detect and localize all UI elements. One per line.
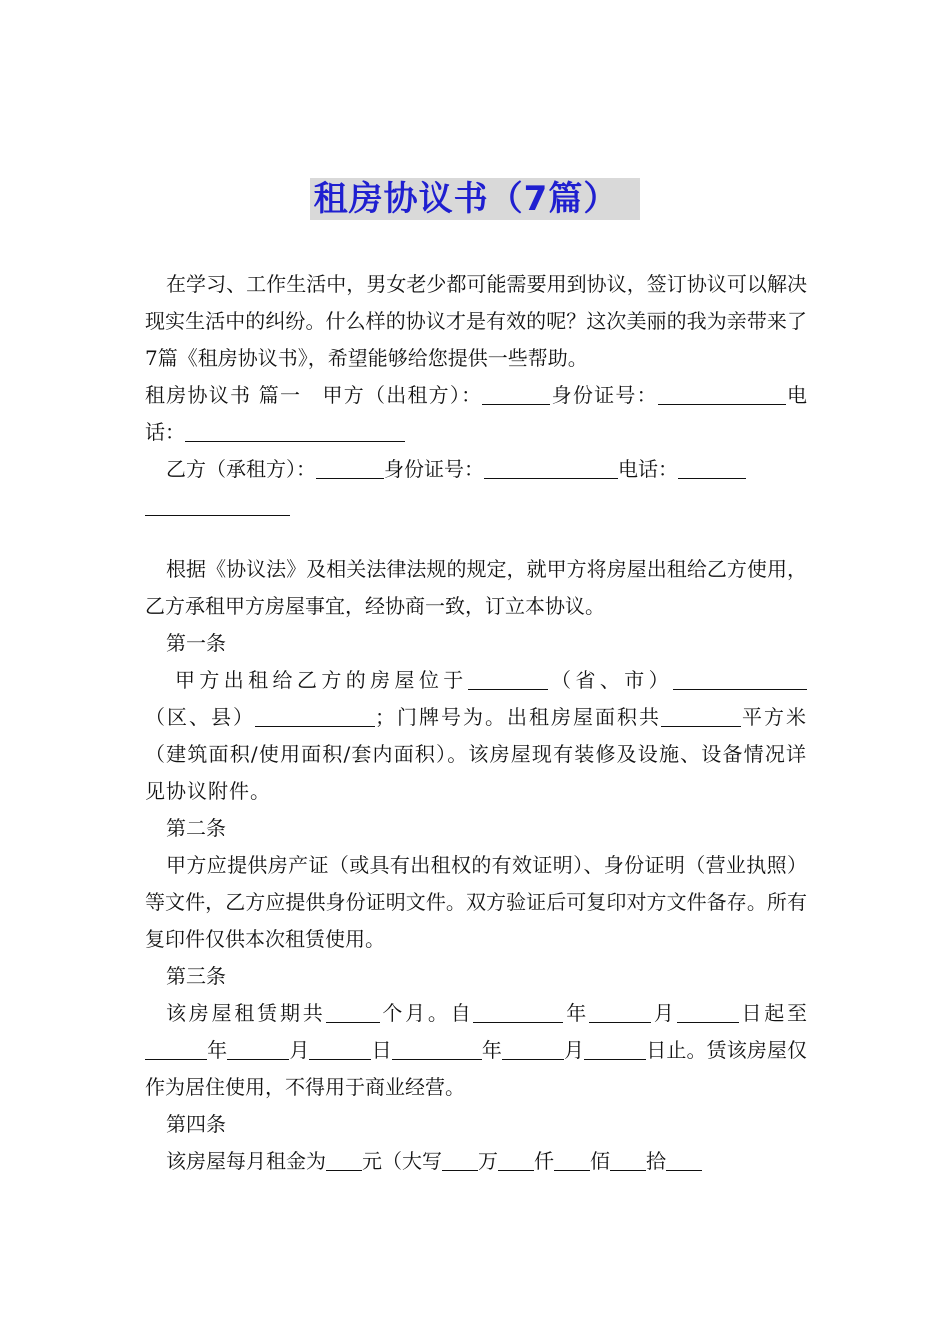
article-1-seg-a: 甲方出租给乙方的房屋位于 [175, 668, 468, 692]
rent-bai-blank[interactable] [554, 1148, 590, 1171]
article-4-seg-a: 该房屋每月租金为 [166, 1149, 326, 1173]
year-label: 年 [563, 1001, 590, 1025]
start-month-blank[interactable] [589, 1000, 651, 1023]
shi-label: 拾 [646, 1149, 666, 1173]
month-label: 月 [651, 1001, 677, 1025]
party-b-id-label: 身份证号： [384, 457, 484, 481]
end-year-blank-2[interactable] [392, 1037, 482, 1060]
title-container [0, 178, 950, 220]
wan-label: 万 [478, 1149, 498, 1173]
part-one-heading: 租房协议书 篇一 [145, 383, 302, 407]
rent-amount-blank[interactable] [326, 1148, 362, 1171]
month-label: 月 [289, 1038, 310, 1062]
intro-paragraph: 在学习、工作生活中，男女老少都可能需要用到协议，签订协议可以解决现实生活中的纠纷。什么样的协议才是有效的呢？这次美丽的我为亲带来了7篇《租房协议书》，希望能够给您提供一些帮助。 [145, 272, 807, 370]
preamble-paragraph: 根据《协议法》及相关法律法规的规定，就甲方将房屋出租给乙方使用，乙方承租甲方房屋事宜，经协商一致，订立本协议。 [145, 557, 807, 618]
party-a-id-blank[interactable] [658, 382, 778, 405]
article-1-seg-c: （区、县） [145, 705, 255, 729]
article-1-seg-b: （省、市） [547, 668, 674, 692]
article-1-seg-e: 平方米（建筑面积/使用面积/套内面积）。该房屋现有装修及设施、设备情况详见协议附件。 [145, 705, 807, 803]
end-day-blank-1[interactable] [309, 1037, 371, 1060]
day-from-label: 日起至 [738, 1001, 808, 1025]
article-3-heading: 第三条 [166, 964, 226, 988]
end-year-blank-1[interactable] [145, 1037, 207, 1060]
article-1-text [145, 662, 807, 810]
yuan-label: 元（大写 [362, 1149, 442, 1173]
bai-label: 佰 [590, 1149, 610, 1173]
district-blank[interactable] [255, 704, 375, 727]
rent-shi-blank[interactable] [610, 1148, 646, 1171]
party-b-name-blank[interactable] [316, 456, 384, 479]
party-a-id-blank-wrap[interactable] [778, 382, 786, 405]
party-a-name-blank[interactable] [482, 382, 550, 405]
article-2-heading: 第二条 [166, 816, 226, 840]
year-label: 年 [481, 1038, 502, 1062]
area-blank[interactable] [661, 704, 741, 727]
rent-qian-blank[interactable] [498, 1148, 534, 1171]
document-body [145, 266, 807, 1180]
party-b-label: 乙方（承租方）： [166, 457, 316, 481]
start-year-blank[interactable] [473, 1000, 563, 1023]
party-a-phone-blank[interactable] [185, 419, 405, 442]
start-day-blank[interactable] [677, 1000, 739, 1023]
party-a-phone-label: 电话： [145, 383, 808, 444]
party-a-label: 甲方（出租方）： [322, 383, 483, 407]
party-b-phone-label: 电话： [618, 457, 678, 481]
article-1-seg-d: ；门牌号为。出租房屋面积共 [375, 705, 661, 729]
day-to-label: 日止。赁该房屋仅作为居住使用，不得用于商业经营。 [145, 1038, 808, 1099]
day-label: 日 [371, 1038, 392, 1062]
document-title: 租房协议书（7篇） [310, 178, 641, 220]
end-month-blank-1[interactable] [227, 1037, 289, 1060]
article-3-seg-a: 该房屋租赁期共 [166, 1001, 326, 1025]
party-a-id-label: 身份证号： [550, 383, 658, 407]
article-4-text [145, 1143, 807, 1180]
article-3-seg-b: 个月。自 [379, 1001, 474, 1025]
qian-label: 仟 [534, 1149, 554, 1173]
month-label: 月 [563, 1038, 585, 1062]
end-day-blank-2[interactable] [584, 1037, 646, 1060]
year-label: 年 [207, 1038, 228, 1062]
party-a-line [145, 377, 807, 451]
party-b-line [145, 451, 807, 525]
rent-wan-blank[interactable] [442, 1148, 478, 1171]
city-blank[interactable] [673, 667, 807, 690]
party-b-phone-blank[interactable] [678, 456, 746, 479]
party-b-phone-blank-cont[interactable] [145, 493, 290, 516]
party-b-id-blank[interactable] [484, 456, 618, 479]
article-2-text: 甲方应提供房产证（或具有出租权的有效证明）、身份证明（营业执照）等文件，乙方应提供身份证明文件。双方验证后可复印对方文件备存。所有复印件仅供本次租赁使用。 [145, 853, 807, 951]
rent-yuan-blank[interactable] [666, 1148, 702, 1171]
lease-months-blank[interactable] [326, 1000, 380, 1023]
province-blank[interactable] [468, 667, 548, 690]
article-1-heading: 第一条 [166, 631, 226, 655]
article-4-heading: 第四条 [166, 1112, 226, 1136]
end-month-blank-2[interactable] [502, 1037, 564, 1060]
article-3-text [145, 995, 807, 1106]
